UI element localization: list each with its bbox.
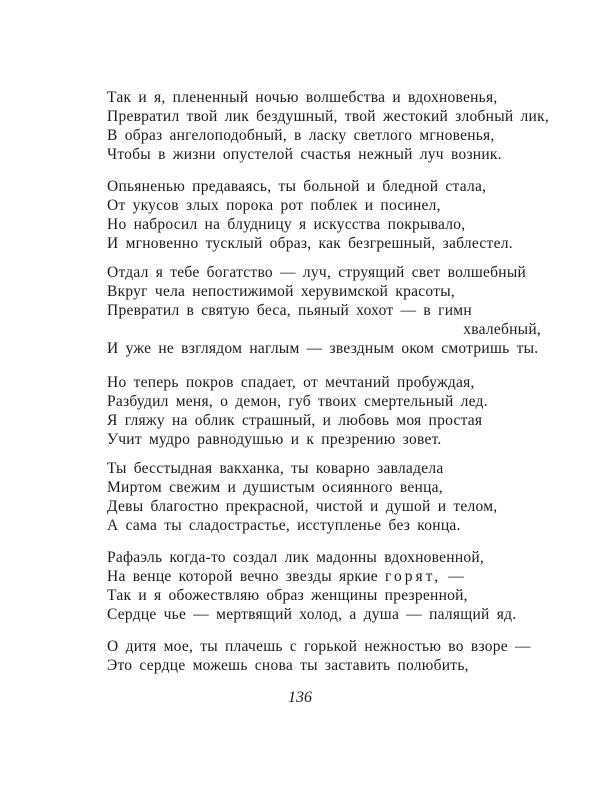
poem-line: Но теперь покров спадает, от мечтаний пробуждая, xyxy=(107,374,475,391)
poem-line: Превратил в святую беса, пьяный хохот — в гимн xyxy=(107,302,472,319)
poem-line: Сердце чье — мертвящий холод, а душа — палящий яд. xyxy=(107,606,517,623)
poem-line: Вкруг чела непостижимой херувимской красоты, xyxy=(107,283,456,300)
spaced-word: горят, xyxy=(385,568,442,585)
poem-line: Отдал я тебе богатство — луч, струящий свет волшебный xyxy=(107,264,527,281)
poem-line: Это сердце можешь снова ты заставить полюбить, xyxy=(107,657,469,674)
poem-line: Рафаэль когда-то создал лик мадонны вдохновенной, xyxy=(107,549,485,566)
poem-line: Так и я, плененный ночью волшебства и вдохновенья, xyxy=(107,89,498,106)
stanza-7 xyxy=(107,637,541,675)
page-number: 136 xyxy=(288,689,312,706)
poem-line: Девы благостно прекрасной, чистой и душой и телом, xyxy=(107,498,498,515)
poem-line: И мгновенно тусклый образ, как безгрешный, заблестел. xyxy=(107,235,513,252)
poem-line: О дитя мое, ты плачешь с горькой нежностью во взоре — xyxy=(107,638,531,655)
poem-line: От укусов злых порока рот поблек и посинел, xyxy=(107,197,441,214)
poem-line: Ты бесстыдная вакханка, ты коварно завладела xyxy=(107,460,444,477)
poem-line: Превратил твой лик бездушный, твой жестокий злобный лик, xyxy=(107,108,549,125)
poem-line: Но набросил на блудницу я искусства покрывало, xyxy=(107,216,466,233)
poem-line: В образ ангелоподобный, в ласку светлого мгновенья, xyxy=(107,127,495,144)
poem-line: Так и я обожествляю образ женщины презренной, xyxy=(107,587,468,604)
poem-line: Учит мудро равнодушью и к презрению зовет. xyxy=(107,431,442,448)
poem-line: Миртом свежим и душистым осиянного венца, xyxy=(107,479,443,496)
stanza-2 xyxy=(107,177,541,253)
stanza-3 xyxy=(107,263,541,358)
poem-line-text: На венце которой вечно звезды яркие xyxy=(107,568,378,585)
dash: — xyxy=(448,568,464,585)
poem-line: А сама ты сладострастье, исступленье без конца. xyxy=(107,517,461,534)
stanza-6 xyxy=(107,548,541,624)
poem-line-continuation: хвалебный, xyxy=(463,321,541,338)
poem-line: Разбудил меня, о демон, губ твоих смертельный лед. xyxy=(107,393,488,410)
poem-line: Я гляжу на облик страшный, и любовь моя простая xyxy=(107,412,483,429)
poem-line: Чтобы в жизни опустелой счастья нежный луч возник. xyxy=(107,146,502,163)
stanza-5 xyxy=(107,459,541,535)
poem-line: И уже не взглядом наглым — звездным оком смотришь ты. xyxy=(107,340,539,357)
stanza-4 xyxy=(107,373,541,449)
poem-line: Опьяненью предаваясь, ты больной и бледной стала, xyxy=(107,178,487,195)
poem-line xyxy=(107,567,541,586)
stanza-1 xyxy=(107,88,549,164)
